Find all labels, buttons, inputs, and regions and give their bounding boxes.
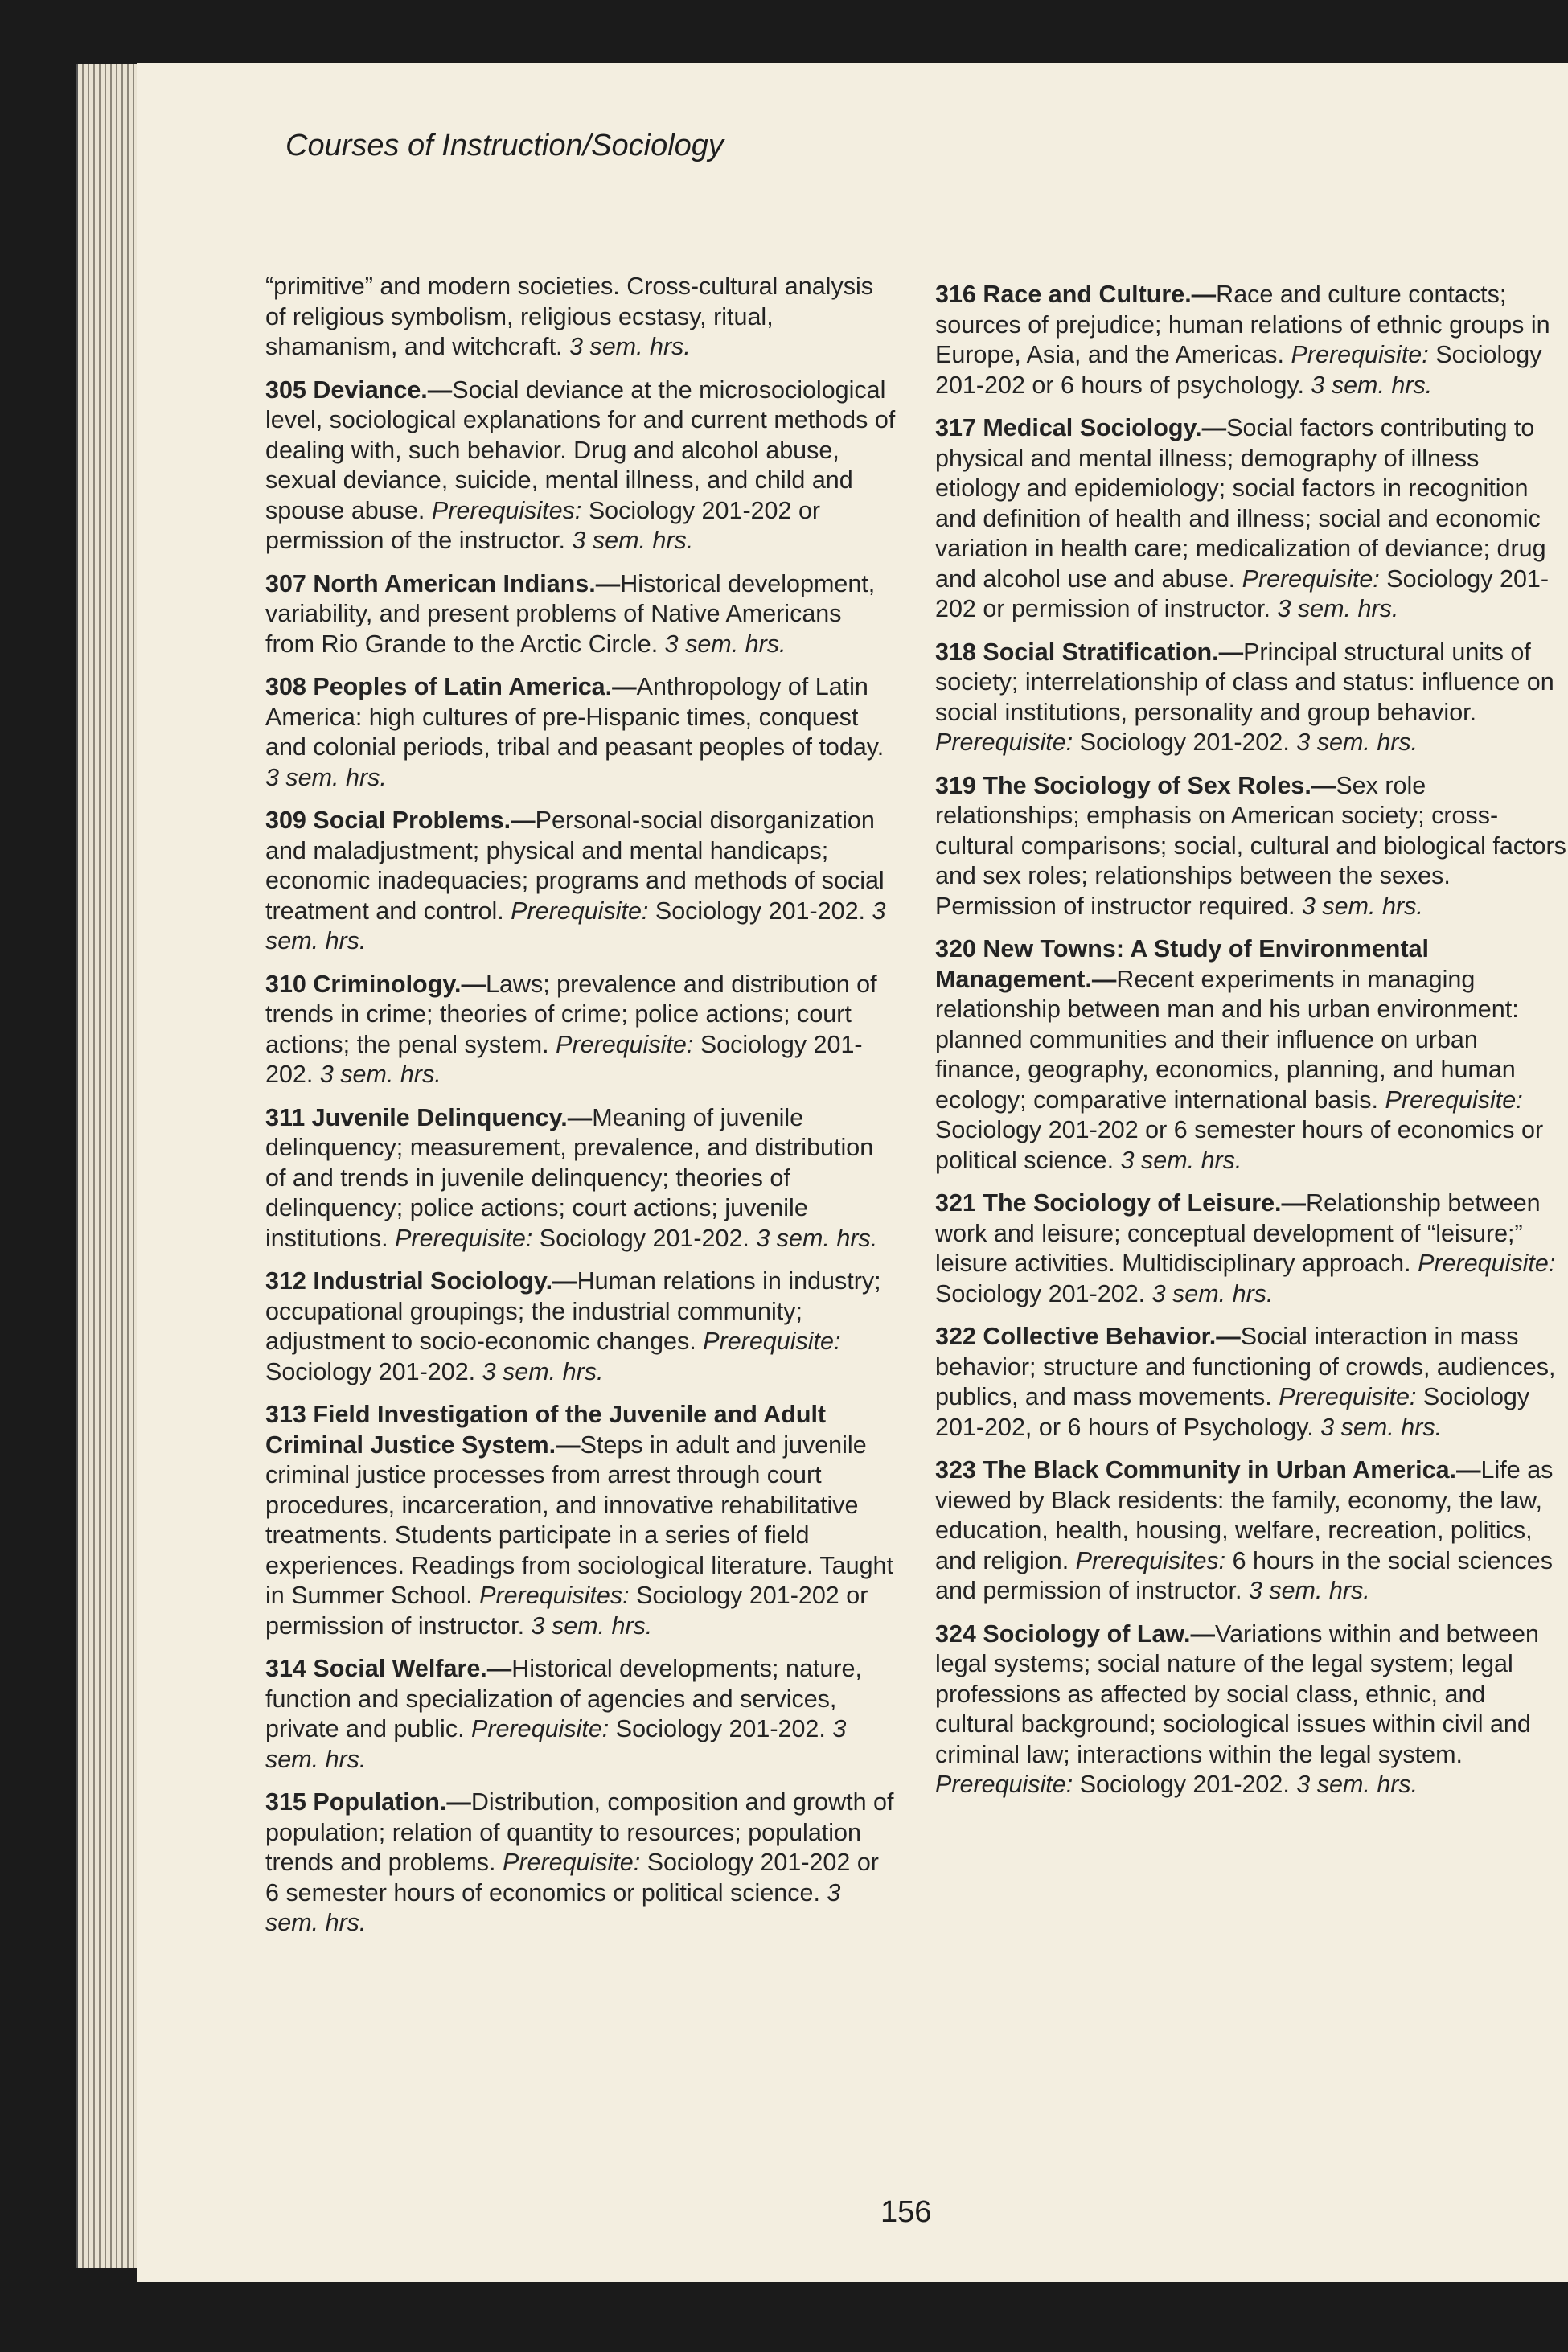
prerequisite-label: Prerequisite:	[511, 897, 649, 925]
course-description: Principal structural units of society; interrelationship of class and status: influence on social institutions, personality and group behavior.	[935, 638, 1554, 726]
prerequisite-text: Sociology 201-202.	[1073, 729, 1297, 756]
prerequisite-label: Prerequisite:	[703, 1328, 841, 1355]
prerequisite-text: Sociology 201-202.	[609, 1715, 833, 1742]
prerequisite-text: Sociology 201-202 or permission of the instructor.	[265, 496, 821, 554]
credit-hours: 3 sem. hrs.	[531, 1611, 653, 1640]
prerequisite-text: Sociology 201-202, or 6 hours of Psychology.	[935, 1383, 1530, 1441]
continued-text: “primitive” and modern societies. Cross-cultural analysis of religious symbolism, religious ecstasy, ritual, shamanism, and witchcraft.	[265, 273, 873, 360]
right-column	[935, 280, 1566, 1813]
course-description: Social interaction in mass behavior; structure and functioning of crowds, audiences, publics, and mass movements.	[935, 1323, 1556, 1410]
course-heading: 311 Juvenile Delinquency.—	[265, 1103, 593, 1131]
credit-hours: 3 sem. hrs.	[1120, 1146, 1242, 1174]
course-heading: 324 Sociology of Law.—	[935, 1619, 1215, 1648]
credit-hours: 3 sem. hrs.	[319, 1061, 441, 1088]
prerequisite-text: Sociology 201-202.	[1073, 1771, 1297, 1798]
prerequisite-label: Prerequisite:	[1418, 1250, 1556, 1277]
prerequisite-text: Sociology 201-202.	[265, 1357, 482, 1385]
course-description: Historical developments; nature, function and specialization of agencies and services, private and public.	[265, 1655, 862, 1742]
prerequisite-text: Sociology 201-202 or 6 semester hours of economics or political science.	[935, 1116, 1544, 1174]
course-description: Recent experiments in managing relationship between man and his urban environment: planned communities and their influence on urban finance, geography, economics, planning, and human ecology; comparative international basis.	[935, 965, 1519, 1114]
credit-hours: 3 sem. hrs.	[265, 897, 886, 954]
course-list-left	[265, 376, 897, 1939]
prerequisite-text: Sociology 201-202 or permission of instructor.	[935, 564, 1550, 622]
prerequisite-text: Sociology 201-202.	[532, 1224, 757, 1252]
course-heading: 316 Race and Culture.—	[935, 281, 1217, 308]
credit-hours: 3 sem. hrs.	[265, 1878, 841, 1936]
course-entry	[265, 1654, 897, 1775]
course-heading: 313 Field Investigation of the Juvenile and Adult Criminal Justice System.—	[265, 1401, 827, 1459]
course-heading: 308 Peoples of Latin America.—	[265, 673, 637, 700]
course-heading: 322 Collective Behavior.—	[935, 1323, 1241, 1350]
prerequisite-label: Prerequisite:	[1291, 341, 1429, 368]
prerequisite-label: Prerequisite:	[471, 1715, 610, 1742]
course-description: Anthropology of Latin America: high cultures of pre-Hispanic times, conquest and colonial periods, tribal and peasant peoples of today.	[265, 673, 885, 761]
credit-hours: 3 sem. hrs.	[572, 527, 694, 554]
course-description: Historical development, variability, and present problems of Native Americans from Rio Grande to the Arctic Circle.	[265, 569, 876, 658]
prerequisite-text: Sociology 201-202 or 6 semester hours of economics or political science.	[265, 1849, 879, 1907]
course-entry	[265, 970, 897, 1090]
credit-hours: 3 sem. hrs.	[482, 1357, 604, 1385]
course-entry	[935, 413, 1566, 625]
credit-hours: 3 sem. hrs.	[569, 333, 691, 360]
prerequisite-text: Sociology 201-202 or 6 hours of psychology.	[935, 341, 1542, 399]
course-entry	[265, 672, 897, 793]
course-heading: 317 Medical Sociology.—	[935, 414, 1227, 441]
page-edges	[76, 64, 142, 2268]
credit-hours: 3 sem. hrs.	[1151, 1279, 1274, 1307]
course-entry	[935, 638, 1566, 758]
prerequisite-label: Prerequisites:	[479, 1582, 630, 1609]
course-entry	[265, 1103, 897, 1254]
credit-hours: 3 sem. hrs.	[1296, 729, 1418, 756]
credit-hours: 3 sem. hrs.	[1320, 1413, 1443, 1441]
course-description: Meaning of juvenile delinquency; measurement, prevalence, and distribution of and trends in juvenile delinquency; theories of delinquency; police actions; court actions; juvenile institutions.	[265, 1103, 874, 1252]
course-description: Life as viewed by Black residents: the family, economy, the law, education, health, housing, welfare, recreation, politics, and religion.	[935, 1456, 1554, 1574]
prerequisite-label: Prerequisite:	[1242, 564, 1380, 593]
credit-hours: 3 sem. hrs.	[1296, 1771, 1418, 1798]
credit-hours: 3 sem. hrs.	[1311, 371, 1433, 399]
course-description: Steps in adult and juvenile criminal justice processes from arrest through court procedures, incarceration, and innovative rehabilitative treatments. Students participate in a series of field experiences. Readings from sociological literature. Taught in Summer School.	[265, 1430, 893, 1609]
course-heading: 318 Social Stratification.—	[935, 638, 1244, 666]
course-entry	[935, 934, 1566, 1176]
course-entry	[265, 376, 897, 556]
credit-hours: 3 sem. hrs.	[664, 630, 786, 658]
course-description: Social factors contributing to physical and mental illness; demography of illness etiology and epidemiology; social factors in recognition and definition of health and illness; social and economic variation in health care; medicalization of deviance; drug and alcohol use and abuse.	[935, 414, 1546, 593]
course-heading: 314 Social Welfare.—	[265, 1655, 512, 1682]
course-description: Laws; prevalence and distribution of trends in crime; theories of crime; police actions; court actions; the penal system.	[265, 970, 877, 1058]
credit-hours: 3 sem. hrs.	[1277, 595, 1399, 622]
prerequisite-text: Sociology 201-202.	[935, 1279, 1152, 1307]
course-entry	[935, 771, 1566, 922]
credit-hours: 3 sem. hrs.	[756, 1224, 878, 1252]
credit-hours: 3 sem. hrs.	[265, 763, 387, 791]
prerequisite-label: Prerequisites:	[431, 496, 582, 524]
course-heading: 310 Criminology.—	[265, 970, 486, 998]
course-heading: 312 Industrial Sociology.—	[265, 1267, 577, 1295]
credit-hours: 3 sem. hrs.	[265, 1715, 847, 1773]
prerequisite-label: Prerequisite:	[503, 1849, 641, 1876]
course-description: Race and culture contacts; sources of prejudice; human relations of ethnic groups in Europe, Asia, and the Americas.	[935, 281, 1550, 368]
course-heading: 305 Deviance.—	[265, 376, 453, 404]
running-head: Courses of Instruction/Sociology	[285, 129, 724, 162]
prerequisite-text: Sociology 201-202.	[265, 1030, 863, 1088]
course-heading: 309 Social Problems.—	[265, 807, 536, 834]
prerequisite-text: 6 hours in the social sciences and permission of instructor.	[935, 1546, 1554, 1604]
course-entry	[265, 1266, 897, 1387]
course-list-right	[935, 280, 1566, 1800]
course-description: Human relations in industry; occupational groupings; the industrial community; adjustment to socio-economic changes.	[265, 1267, 881, 1355]
course-heading: 319 The Sociology of Sex Roles.—	[935, 771, 1336, 799]
prerequisite-label: Prerequisite:	[1385, 1086, 1523, 1114]
left-column	[265, 272, 897, 1952]
course-entry	[265, 1788, 897, 1939]
prerequisite-label: Prerequisite:	[395, 1224, 533, 1252]
continued-entry	[265, 272, 897, 363]
course-entry	[265, 569, 897, 660]
page-number: 156	[880, 2195, 932, 2229]
course-entry	[935, 1619, 1566, 1800]
course-entry	[265, 1400, 897, 1641]
course-heading: 320 New Towns: A Study of Environmental Management.—	[935, 935, 1430, 993]
course-heading: 321 The Sociology of Leisure.—	[935, 1189, 1306, 1217]
course-entry	[935, 1188, 1566, 1309]
course-entry	[935, 1322, 1566, 1443]
course-description: Variations within and between legal systems; social nature of the legal system; legal professions as affected by social class, ethnic, and cultural background; sociological issues within civil and criminal law; interactions within the legal system.	[935, 1619, 1539, 1768]
course-description: Relationship between work and leisure; conceptual development of “leisure;” leisure activities. Multidisciplinary approach.	[935, 1189, 1541, 1277]
course-entry	[935, 1455, 1566, 1607]
course-heading: 323 The Black Community in Urban America.—	[935, 1456, 1481, 1484]
course-description: Sex role relationships; emphasis on American society; cross-cultural comparisons; social, cultural and biological factors and sex roles; relationships between the sexes. Permission of instructor required.	[935, 771, 1566, 920]
course-heading: 307 North American Indians.—	[265, 569, 621, 597]
course-description: Social deviance at the microsociological level, sociological explanations for and current methods of dealing with, such behavior. Drug and alcohol abuse, sexual deviance, suicide, mental illness, and child and spouse abuse.	[265, 376, 896, 524]
credit-hours: 3 sem. hrs.	[1301, 892, 1423, 920]
course-description: Personal-social disorganization and maladjustment; physical and mental handicaps; economic inadequacies; programs and methods of social treatment and control.	[265, 807, 885, 925]
course-entry	[265, 806, 897, 957]
course-entry	[935, 280, 1566, 400]
prerequisite-label: Prerequisites:	[1075, 1546, 1226, 1574]
course-heading: 315 Population.—	[265, 1788, 471, 1816]
prerequisite-label: Prerequisite:	[556, 1030, 694, 1058]
prerequisite-label: Prerequisite:	[935, 729, 1073, 756]
credit-hours: 3 sem. hrs.	[1248, 1577, 1370, 1604]
prerequisite-label: Prerequisite:	[935, 1771, 1073, 1798]
prerequisite-text: Sociology 201-202.	[648, 897, 872, 925]
prerequisite-label: Prerequisite:	[1279, 1383, 1417, 1410]
course-description: Distribution, composition and growth of population; relation of quantity to resources; population trends and problems.	[265, 1788, 894, 1876]
prerequisite-text: Sociology 201-202 or permission of instructor.	[265, 1582, 868, 1640]
